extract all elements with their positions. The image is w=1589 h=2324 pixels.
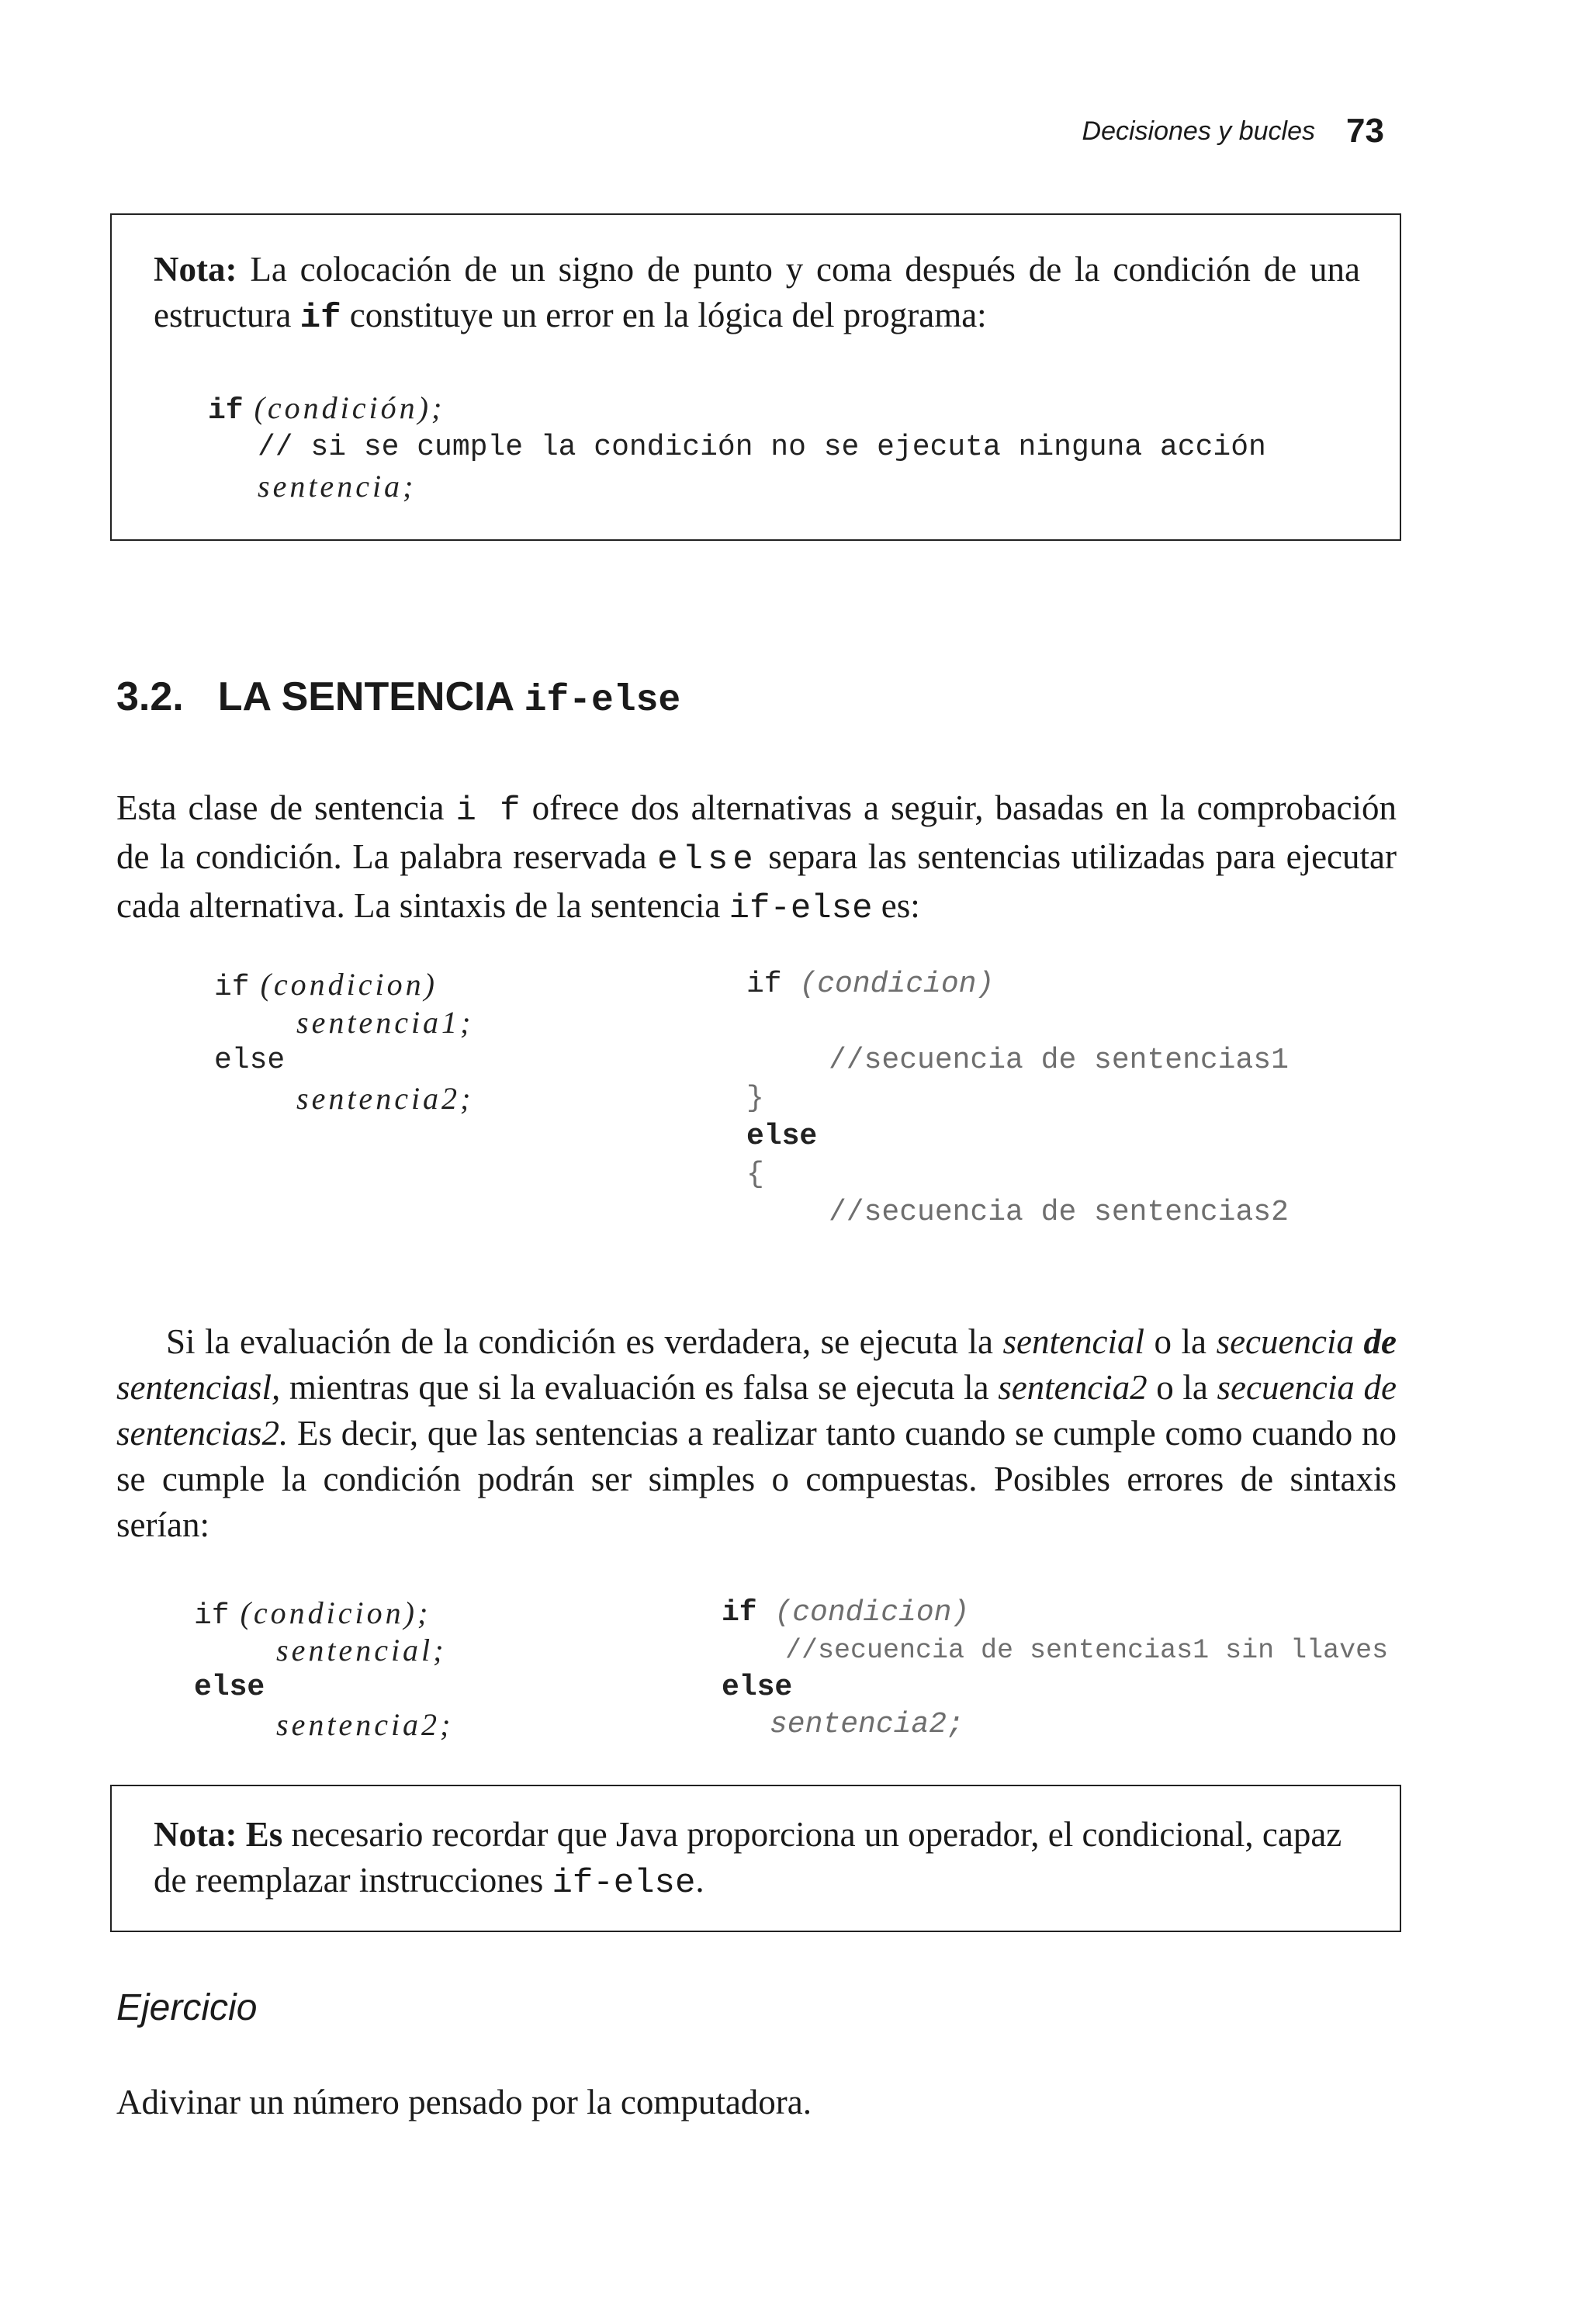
note-text-part: La colocación de un signo de punto y coma después de la condición de una estructura [154,250,1360,334]
keyword-if: if [299,299,341,338]
syntax-code-line: sentencia1; [296,1005,474,1040]
running-title: Decisiones y bucles [1082,116,1315,146]
syntax-code-line: if (condicion) [214,967,438,1004]
error-code-line: if (condicion); [194,1595,431,1633]
note-text-part: necesario recordar que Java proporciona un operador, el condicional, capaz de reemplazar instrucciones [154,1815,1342,1900]
syntax-code-comment: //secuencia de sentencias1 [829,1044,1289,1077]
error-code-line: else [722,1671,793,1704]
syntax-code-comment: //secuencia de sentencias2 [829,1196,1289,1229]
section-title-keyword: if-else [524,680,681,722]
note-text-part: . [695,1861,704,1900]
error-code-line: sentencia2; [276,1707,454,1742]
syntax-code-line: else [214,1044,286,1077]
syntax-code-line: { [746,1158,764,1191]
section-title: LA SENTENCIA [217,674,524,719]
syntax-code-line: else [746,1120,818,1153]
error-code-comment: //secuencia de sentencias1 sin llaves [785,1635,1389,1666]
note-code-comment: // si se cumple la condición no se ejecuta ninguna acción [258,431,1266,464]
note-text [154,1812,1360,1907]
keyword-if-else: if-else [552,1864,696,1903]
page-number: 73 [1346,112,1384,150]
syntax-code-line: } [746,1082,764,1115]
error-code-line: sentencia2; [770,1708,964,1741]
note-text-part: constituye un error en la lógica del programa: [341,296,987,334]
note-text [154,247,1360,341]
note-code-line: sentencia; [258,469,417,504]
paragraph: Si la evaluación de la condición es verdadera, se ejecuta la sentencial o la secuencia de sentenciasl, mientras que si la evaluación es falsa se ejecuta la sentencia2 o la secuencia de sentencias2. Es decir, que las sentencias a realizar tanto cuando se cumple como cuando no se cumple la condición podrán ser simples o compuestas. Posibles errores de sintaxis serían: [116,1322,1397,1544]
syntax-code-line: if (condicion) [746,968,995,1001]
syntax-code-line: sentencia2; [296,1081,474,1116]
section-heading [116,674,680,722]
note-label: Nota: Es [154,1815,283,1854]
paragraph: Esta clase de sentencia i f ofrece dos alternativas a seguir, basadas en la comprobación de la condición. La palabra reservada else separa las sentencias utilizadas para ejecutar cada alternativa. La sintaxis de la sentencia if-else es: [116,788,1397,928]
section-number: 3.2. [116,674,184,719]
note-label: Nota: [154,250,237,289]
error-code-line: sentencial; [276,1633,447,1668]
exercise-heading: Ejercicio [116,1987,258,2028]
error-code-line: if (condicion) [722,1596,970,1630]
exercise-text: Adivinar un número pensado por la computadora. [116,2083,812,2121]
error-code-line: else [194,1671,265,1704]
note-code-line: if (condición); [208,390,445,428]
